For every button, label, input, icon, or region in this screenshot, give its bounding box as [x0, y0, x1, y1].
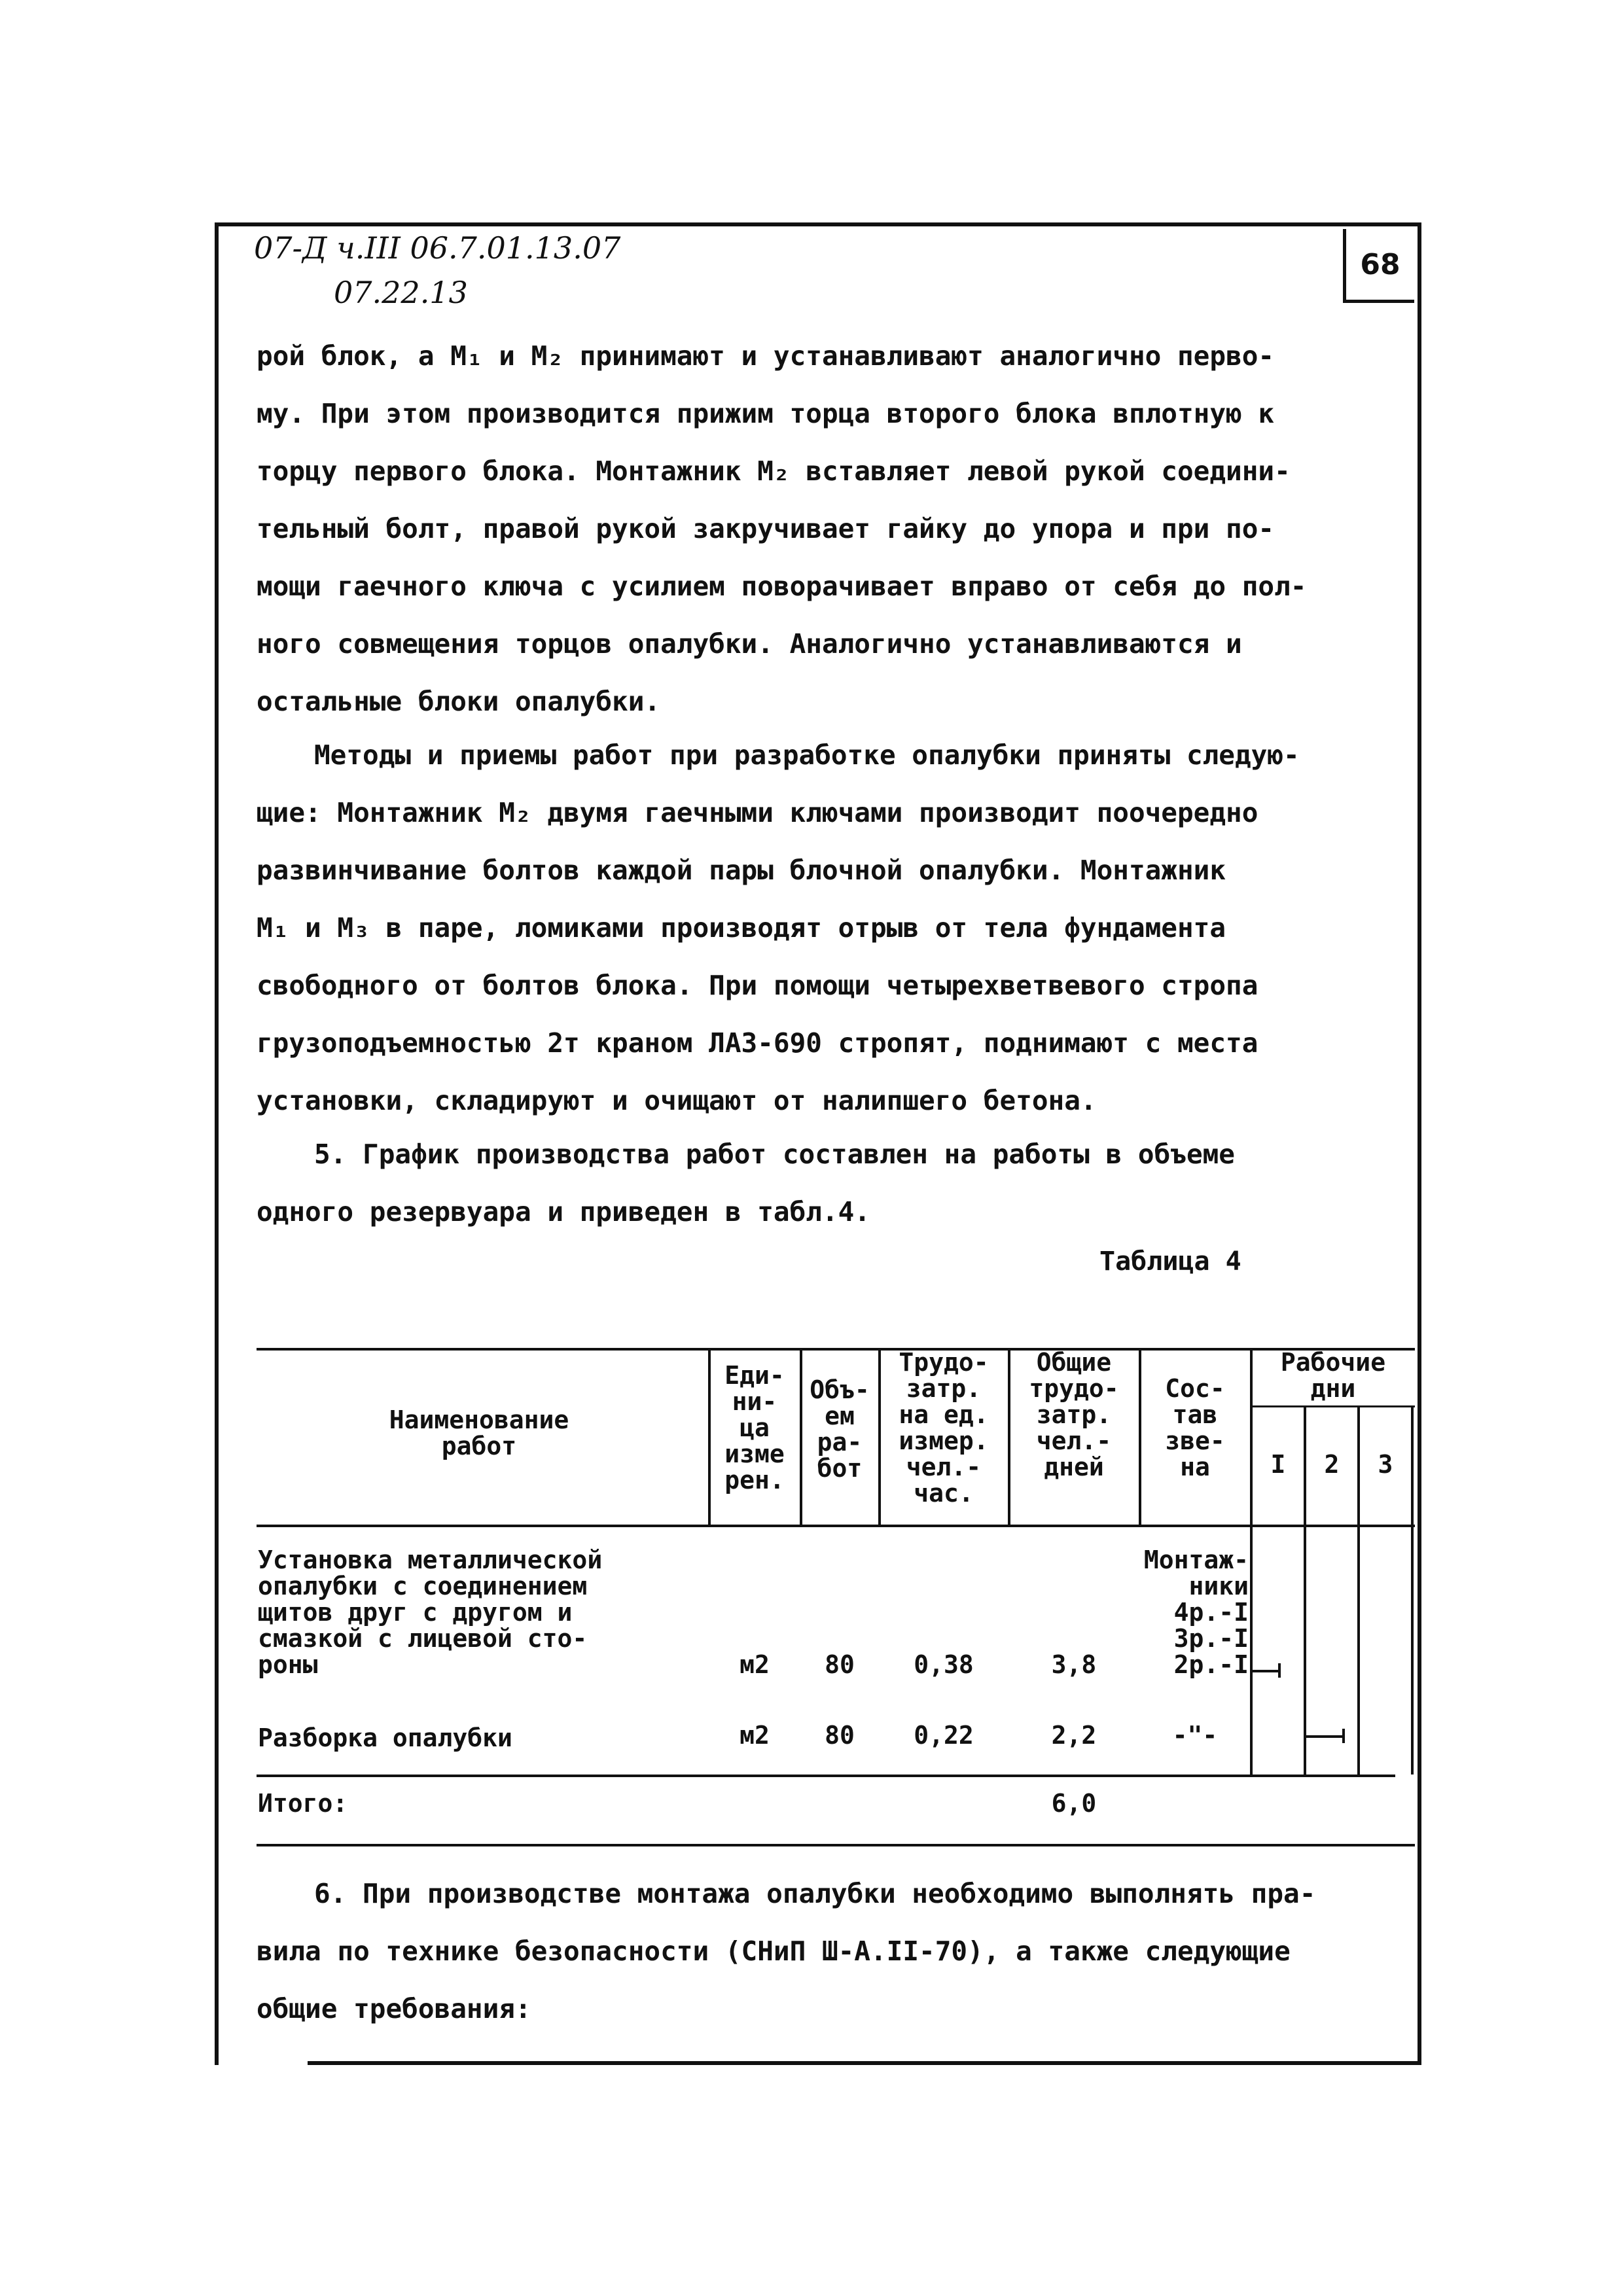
header-unit: Еди- ни- ца изме рен. — [724, 1361, 785, 1494]
text-line: свободного от болтов блока. При помощи четырехветвевого стропа — [257, 970, 1258, 1001]
text-line: общие требования: — [257, 1993, 531, 2024]
text-line: М₁ и М₃ в паре, ломиками производят отрыв от тела фундамента — [257, 912, 1226, 944]
header-total-labor: Общие трудо- затр. чел.- дней — [1029, 1348, 1119, 1481]
header-day-3: 3 — [1378, 1450, 1393, 1479]
row-2-volume: 80 — [825, 1721, 855, 1750]
days-subheader-rule — [1251, 1405, 1415, 1407]
row-1-unit: м2 — [740, 1650, 770, 1679]
text-line: тельный болт, правой рукой закручивает гайку до упора и при по- — [257, 513, 1275, 544]
text-line: торцу первого блока. Монтажник М₂ вставляет левой рукой соедини- — [257, 455, 1291, 487]
header-day-2: 2 — [1324, 1450, 1340, 1479]
header-labor-per-unit: Трудо- затр. на ед. измер. чел.- час. — [899, 1348, 989, 1508]
text-line: грузоподъемностью 2т краном ЛАЗ-690 стропят, поднимают с места — [257, 1027, 1258, 1059]
header-bottom-rule — [257, 1525, 1415, 1527]
paragraph-2 — [257, 726, 1395, 1129]
document-code: 07-Д ч.III 06.7.01.13.07 — [254, 230, 621, 266]
row-2-labor-per-unit: 0,22 — [914, 1721, 974, 1750]
header-crew: Сос- тав зве- на — [1165, 1374, 1225, 1481]
row-1-labor-per-unit: 0,38 — [914, 1650, 974, 1679]
table-caption: Таблица 4 — [1099, 1246, 1241, 1277]
text-line: му. При этом производится прижим торца второго блока вплотную к — [257, 398, 1275, 429]
row-1-total-labor: 3,8 — [1051, 1650, 1097, 1679]
paragraph-3 — [257, 1125, 1395, 1241]
text-line: установки, складируют и очищают от налипшего бетона. — [257, 1085, 1097, 1116]
row-2-unit: м2 — [740, 1721, 770, 1750]
row-1-name: Установка металлической опалубки с соединением щитов друг с другом и смазкой с лицевой сто- роны — [258, 1545, 603, 1679]
total-value: 6,0 — [1051, 1789, 1097, 1818]
schedule-bar-row-1 — [1251, 1670, 1278, 1672]
schedule-bar-end-row-2 — [1342, 1729, 1345, 1743]
text-line: остальные блоки опалубки. — [257, 686, 661, 717]
page-number: 68 — [1343, 229, 1414, 303]
row-2-name: Разборка опалубки — [258, 1723, 512, 1752]
table-bottom-rule — [257, 1844, 1415, 1846]
total-top-rule — [257, 1775, 1395, 1777]
header-volume: Объ- ем ра- бот — [810, 1375, 870, 1483]
text-line: рой блок, а М₁ и М₂ принимают и устанавливают аналогично перво- — [257, 340, 1275, 372]
text-line: щие: Монтажник М₂ двумя гаечными ключами производит поочередно — [257, 797, 1258, 828]
text-line: вила по технике безопасности (СНиП Ш-А.II-70), а также следующие — [257, 1935, 1291, 1967]
schedule-bar-row-2 — [1305, 1735, 1342, 1738]
row-1-crew: Монтаж- ники 4р.-I 3р.-I 2р.-I — [1143, 1545, 1249, 1679]
header-name: Наименование работ — [389, 1405, 569, 1460]
text-line: ного совмещения торцов опалубки. Аналогично устанавливаются и — [257, 628, 1242, 660]
row-2-total-labor: 2,2 — [1051, 1721, 1097, 1750]
total-label: Итого: — [258, 1789, 348, 1818]
schedule-bar-end-row-1 — [1278, 1663, 1281, 1678]
paragraph-1 — [257, 327, 1395, 730]
text-line: 6. При производстве монтажа опалубки необходимо выполнять пра- — [314, 1878, 1316, 1909]
row-2-crew: -"- — [1172, 1721, 1218, 1750]
day-divider — [1411, 1405, 1414, 1775]
row-1-volume: 80 — [825, 1650, 855, 1679]
text-line: Методы и приемы работ при разработке опалубки приняты следую- — [314, 739, 1300, 771]
paragraph-6 — [257, 1865, 1395, 2038]
text-line: мощи гаечного ключа с усилием поворачивает вправо от себя до пол- — [257, 571, 1307, 602]
col-divider — [1250, 1348, 1253, 1775]
document-subcode: 07.22.13 — [334, 275, 468, 310]
work-schedule-table — [257, 1348, 1428, 1818]
page-frame-bottom — [308, 2061, 1420, 2065]
header-day-1: I — [1270, 1450, 1286, 1479]
text-line: одного резервуара и приведен в табл.4. — [257, 1196, 870, 1227]
header-work-days: Рабочие дни — [1280, 1348, 1386, 1403]
text-line: развинчивание болтов каждой пары блочной опалубки. Монтажник — [257, 855, 1226, 886]
text-line: 5. График производства работ составлен на работы в объеме — [314, 1139, 1235, 1170]
table-top-rule — [257, 1348, 1415, 1351]
